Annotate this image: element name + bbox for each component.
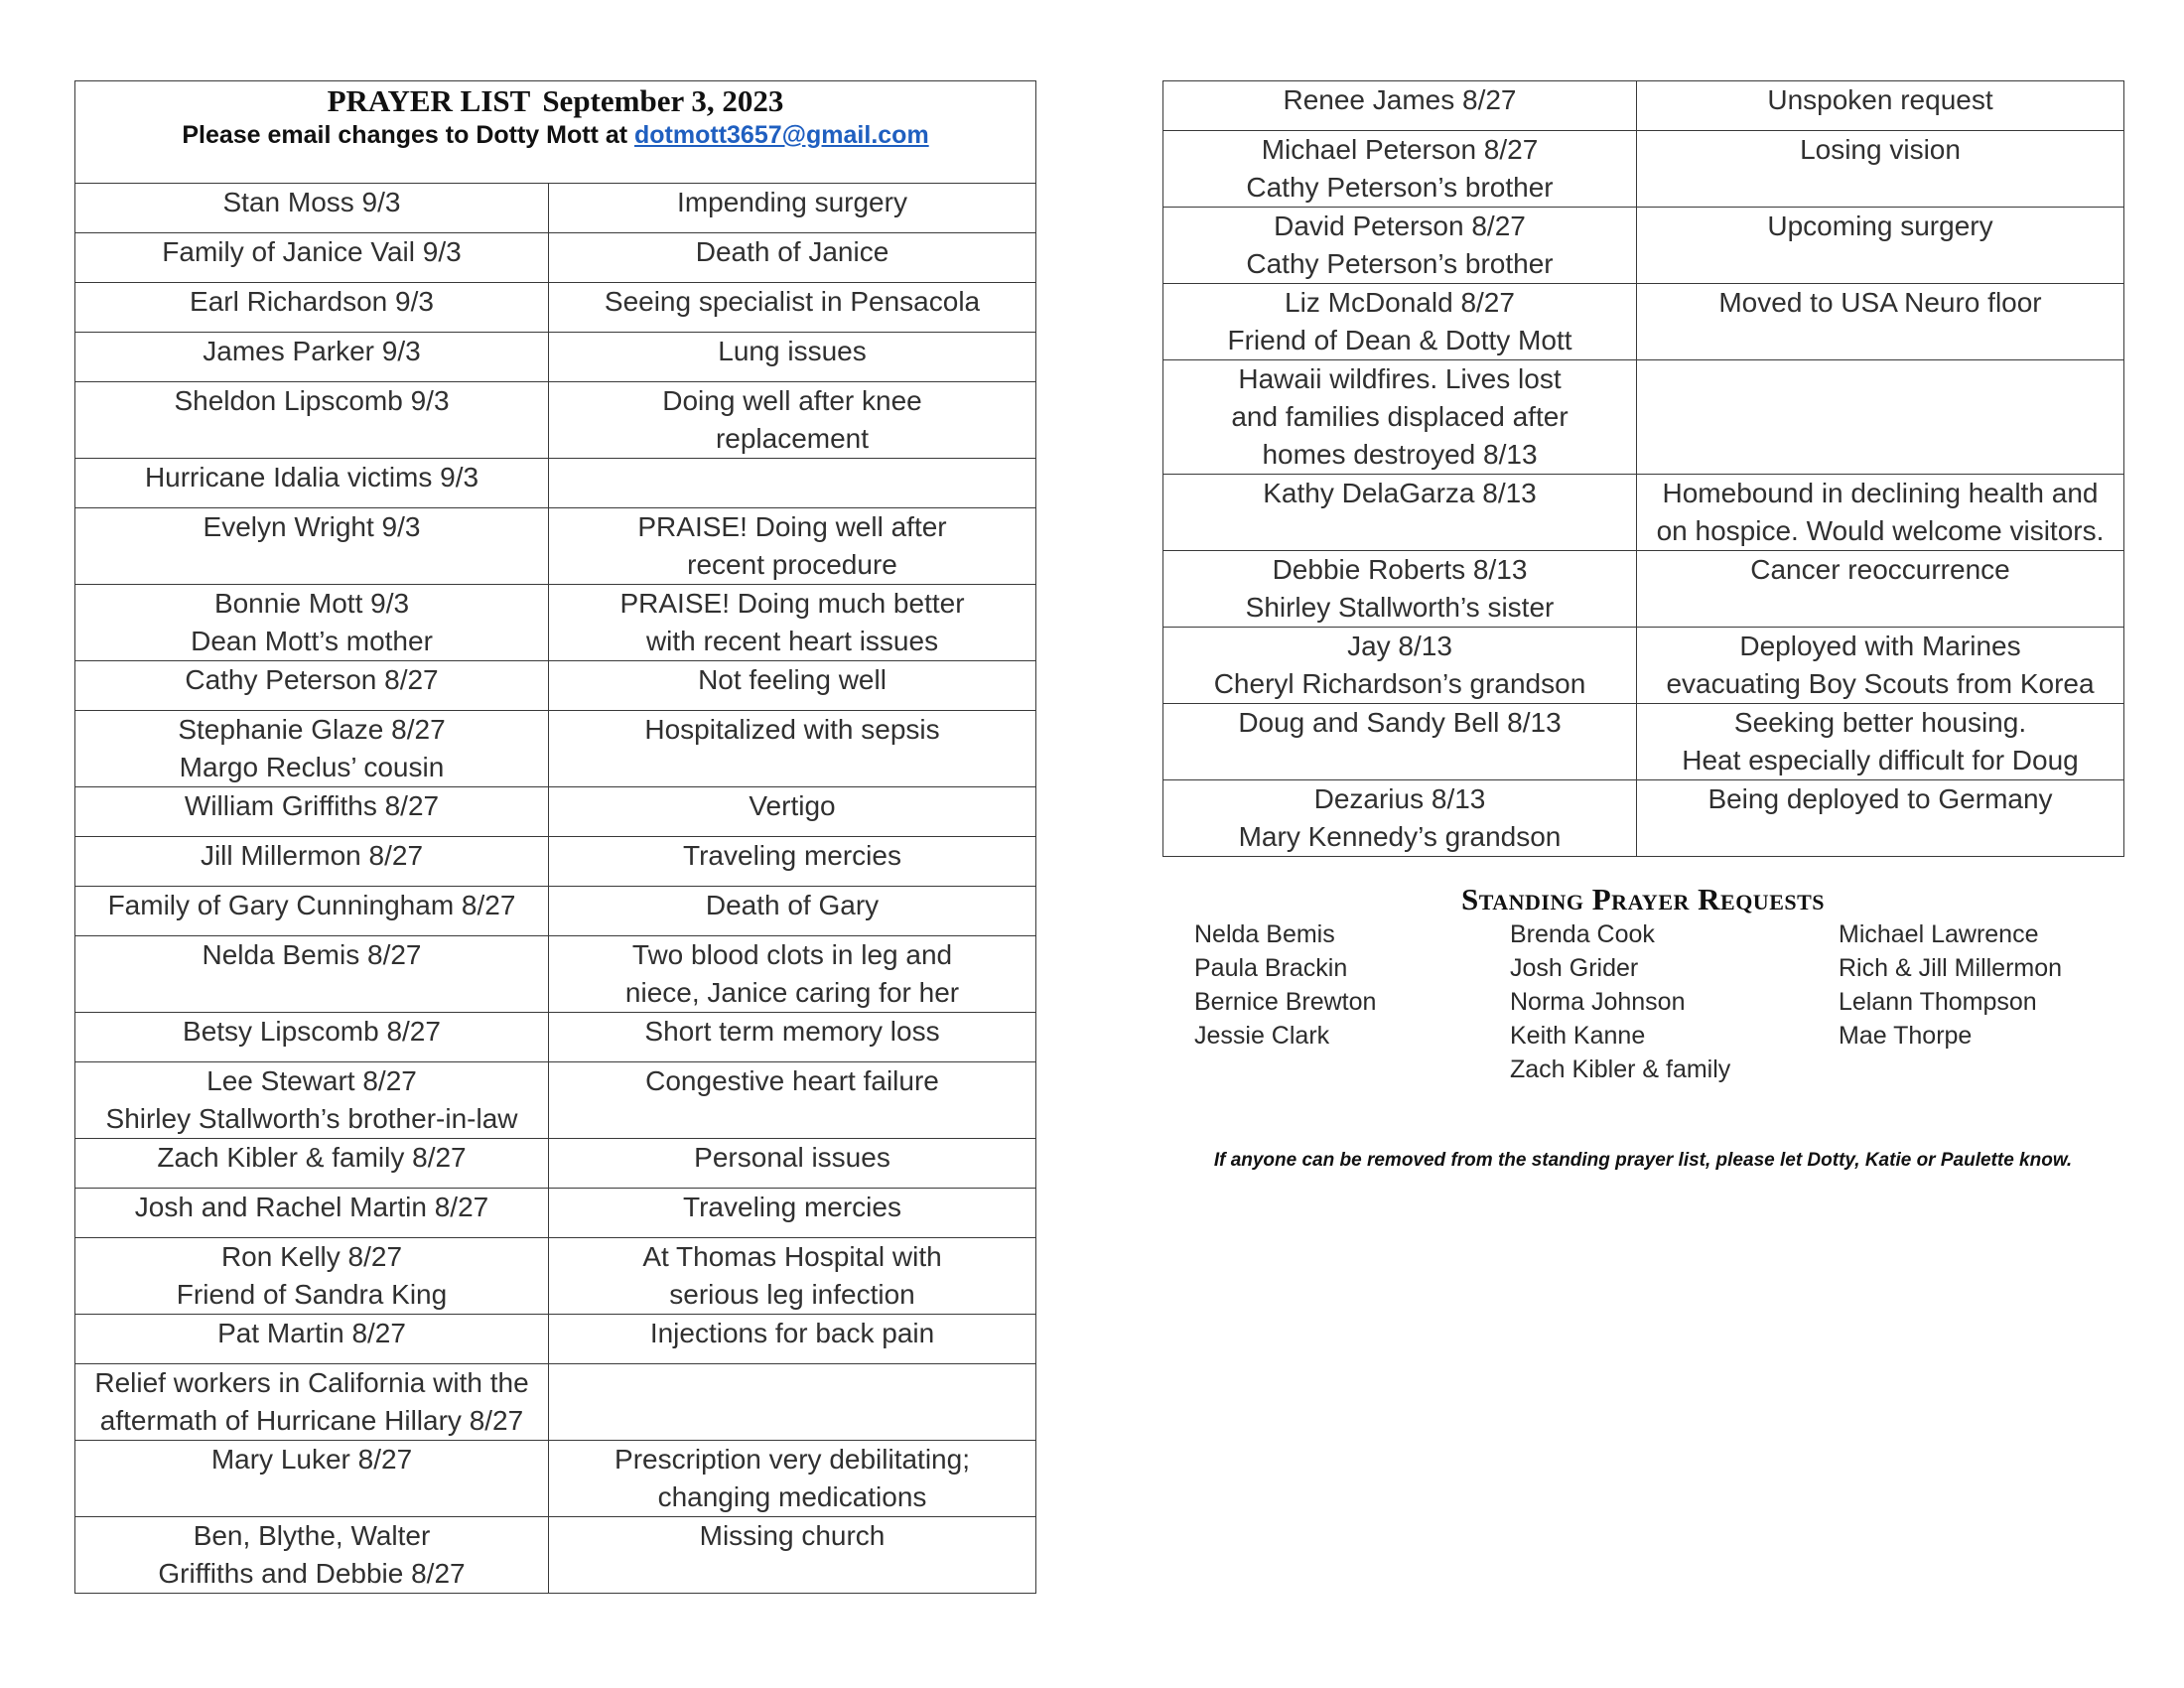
prayer-name-cell (75, 585, 549, 661)
prayer-request: recent procedure (687, 549, 897, 580)
prayer-row (75, 333, 1036, 382)
prayer-name-detail: homes destroyed 8/13 (1262, 439, 1538, 470)
prayer-list-header (75, 81, 1036, 184)
prayer-name: Stan Moss 9/3 (222, 187, 401, 217)
prayer-name-cell (75, 382, 549, 459)
prayer-row (75, 1062, 1036, 1139)
prayer-request-cell (549, 1139, 1036, 1189)
email-instruction: Please email changes to Dotty Mott at dotmott3657@gmail.com (182, 121, 929, 149)
prayer-request-cell (549, 382, 1036, 459)
prayer-request: Moved to USA Neuro floor (1718, 287, 2042, 318)
prayer-name: Earl Richardson 9/3 (190, 286, 434, 317)
prayer-name: Nelda Bemis 8/27 (202, 939, 422, 970)
prayer-request: Upcoming surgery (1767, 211, 1993, 241)
prayer-row (1163, 704, 2124, 780)
prayer-name: Jay 8/13 (1347, 631, 1452, 661)
prayer-request-cell (549, 1441, 1036, 1517)
prayer-name: James Parker 9/3 (203, 336, 421, 366)
prayer-request-cell (1637, 360, 2124, 475)
prayer-row (1163, 360, 2124, 475)
prayer-list-header-row (75, 81, 1036, 184)
prayer-row (75, 936, 1036, 1013)
prayer-name: Pat Martin 8/27 (217, 1318, 406, 1348)
prayer-name-cell (1163, 208, 1637, 284)
prayer-request-cell (549, 837, 1036, 887)
prayer-request-cell (549, 1013, 1036, 1062)
prayer-row (75, 887, 1036, 936)
prayer-row (75, 711, 1036, 787)
prayer-name: Kathy DelaGarza 8/13 (1263, 478, 1537, 508)
prayer-name-cell (1163, 780, 1637, 857)
prayer-request: Missing church (699, 1520, 886, 1551)
prayer-request: evacuating Boy Scouts from Korea (1666, 668, 2095, 699)
prayer-name-detail: Griffiths and Debbie 8/27 (158, 1558, 466, 1589)
prayer-name: Liz McDonald 8/27 (1285, 287, 1515, 318)
prayer-row (75, 1189, 1036, 1238)
prayer-request: serious leg infection (669, 1279, 915, 1310)
prayer-name: Hurricane Idalia victims 9/3 (144, 462, 479, 492)
prayer-row (75, 233, 1036, 283)
prayer-request: Unspoken request (1767, 84, 1993, 115)
prayer-request: Cancer reoccurrence (1750, 554, 2010, 585)
standing-column-1 (1194, 917, 1376, 1053)
prayer-request-cell (1637, 628, 2124, 704)
prayer-name-cell (75, 283, 549, 333)
prayer-name-cell (1163, 551, 1637, 628)
standing-name: Jessie Clark (1194, 1022, 1330, 1050)
prayer-row (75, 787, 1036, 837)
prayer-name-cell (75, 233, 549, 283)
prayer-name: Dezarius 8/13 (1313, 783, 1486, 814)
standing-name: Keith Kanne (1510, 1022, 1646, 1050)
standing-name: Nelda Bemis (1194, 920, 1335, 948)
prayer-request-cell (1637, 81, 2124, 131)
standing-name: Brenda Cook (1510, 920, 1655, 948)
prayer-name-cell (75, 1139, 549, 1189)
prayer-name-cell (75, 837, 549, 887)
prayer-name: Lee Stewart 8/27 (206, 1065, 417, 1096)
prayer-name-detail: Friend of Dean & Dotty Mott (1227, 325, 1572, 355)
prayer-row (75, 283, 1036, 333)
prayer-name-cell (1163, 81, 1637, 131)
prayer-name-cell (75, 711, 549, 787)
standing-column-2 (1510, 917, 1730, 1086)
prayer-name-cell (75, 887, 549, 936)
prayer-name: Family of Gary Cunningham 8/27 (107, 890, 516, 920)
standing-title: Standing Prayer Requests (1460, 882, 1826, 916)
prayer-request-cell (549, 787, 1036, 837)
prayer-name-cell (75, 1062, 549, 1139)
prayer-request: At Thomas Hospital with (642, 1241, 942, 1272)
prayer-row (75, 1238, 1036, 1315)
prayer-name-cell (1163, 284, 1637, 360)
prayer-name: Betsy Lipscomb 8/27 (183, 1016, 441, 1047)
prayer-name: Ron Kelly 8/27 (220, 1241, 403, 1272)
prayer-request-cell (549, 459, 1036, 508)
prayer-name-detail: Friend of Sandra King (176, 1279, 448, 1310)
prayer-request: Injections for back pain (649, 1318, 935, 1348)
prayer-request-cell (1637, 208, 2124, 284)
prayer-row (75, 837, 1036, 887)
prayer-name: Doug and Sandy Bell 8/13 (1238, 707, 1562, 738)
prayer-request: Not feeling well (698, 664, 887, 695)
prayer-name-cell (1163, 704, 1637, 780)
prayer-row (1163, 628, 2124, 704)
standing-name: Zach Kibler & family (1510, 1055, 1731, 1083)
prayer-request-cell (549, 1238, 1036, 1315)
prayer-request-cell (549, 233, 1036, 283)
page-title: PRAYER LIST September 3, 2023 (327, 83, 784, 118)
prayer-row (1163, 475, 2124, 551)
prayer-request-cell (549, 508, 1036, 585)
prayer-name: David Peterson 8/27 (1274, 211, 1526, 241)
prayer-request: on hospice. Would welcome visitors. (1656, 515, 2105, 546)
prayer-name: Renee James 8/27 (1283, 84, 1517, 115)
prayer-name-cell (75, 936, 549, 1013)
standing-name: Bernice Brewton (1194, 988, 1377, 1016)
prayer-name: Bonnie Mott 9/3 (213, 588, 410, 619)
prayer-row (75, 1517, 1036, 1594)
prayer-name-cell (75, 508, 549, 585)
standing-name: Norma Johnson (1510, 988, 1686, 1016)
prayer-request-cell (549, 333, 1036, 382)
prayer-request: Short term memory loss (644, 1016, 940, 1047)
prayer-row (75, 585, 1036, 661)
prayer-row (1163, 131, 2124, 208)
prayer-row (1163, 284, 2124, 360)
prayer-name: Relief workers in California with the (94, 1367, 529, 1398)
prayer-request-cell (549, 711, 1036, 787)
prayer-request: Heat especially difficult for Doug (1682, 745, 2079, 775)
prayer-row (75, 661, 1036, 711)
prayer-request-cell (549, 887, 1036, 936)
prayer-request: niece, Janice caring for her (624, 977, 960, 1008)
prayer-request: Lung issues (718, 336, 867, 366)
prayer-request-cell (549, 585, 1036, 661)
prayer-name: Debbie Roberts 8/13 (1272, 554, 1528, 585)
prayer-name-cell (75, 459, 549, 508)
standing-name: Lelann Thompson (1839, 988, 2037, 1016)
prayer-request: PRAISE! Doing well after (637, 511, 947, 542)
prayer-row (75, 1441, 1036, 1517)
prayer-name-cell (1163, 131, 1637, 208)
prayer-row (75, 1315, 1036, 1364)
prayer-request: with recent heart issues (645, 626, 939, 656)
prayer-name: Hawaii wildfires. Lives lost (1238, 363, 1562, 394)
prayer-request-cell (1637, 780, 2124, 857)
prayer-name-detail: and families displaced after (1231, 401, 1569, 432)
prayer-name-detail: Shirley Stallworth’s brother-in-law (105, 1103, 518, 1134)
prayer-row (75, 1364, 1036, 1441)
prayer-name-cell (75, 1189, 549, 1238)
prayer-request: replacement (715, 423, 870, 454)
prayer-name: William Griffiths 8/27 (184, 790, 440, 821)
email-link[interactable]: dotmott3657@gmail.com (634, 121, 929, 149)
standing-name: Paula Brackin (1194, 954, 1348, 982)
prayer-request-cell (549, 1517, 1036, 1594)
prayer-row (75, 382, 1036, 459)
prayer-request-cell (549, 936, 1036, 1013)
prayer-request-cell (549, 283, 1036, 333)
standing-name: Mae Thorpe (1839, 1022, 1973, 1050)
prayer-name-detail: Cathy Peterson’s brother (1246, 248, 1554, 279)
prayer-request: Seeking better housing. (1733, 707, 2027, 738)
prayer-request: Seeing specialist in Pensacola (604, 286, 981, 317)
prayer-name: Sheldon Lipscomb 9/3 (174, 385, 450, 416)
prayer-request: Impending surgery (677, 187, 907, 217)
prayer-request: Doing well after knee (662, 385, 922, 416)
prayer-request-cell (549, 1364, 1036, 1441)
standing-grid (1162, 917, 2123, 1086)
prayer-request: Prescription very debilitating; (614, 1444, 970, 1475)
prayer-request: Traveling mercies (683, 840, 901, 871)
standing-note: If anyone can be removed from the standing prayer list, please let Dotty, Katie or Paulette know. (1213, 1150, 2073, 1171)
prayer-request: Personal issues (694, 1142, 890, 1173)
prayer-request-cell (549, 1189, 1036, 1238)
prayer-name-cell (75, 1013, 549, 1062)
prayer-name-cell (1163, 360, 1637, 475)
prayer-name-cell (75, 1364, 549, 1441)
prayer-request: Death of Janice (695, 236, 889, 267)
prayer-name-detail: Mary Kennedy’s grandson (1238, 821, 1562, 852)
prayer-request: Hospitalized with sepsis (644, 714, 940, 745)
standing-prayer-requests (1162, 882, 2123, 1086)
prayer-request: Homebound in declining health and (1662, 478, 2099, 508)
prayer-request: Two blood clots in leg and (631, 939, 953, 970)
prayer-request-cell (549, 1062, 1036, 1139)
prayer-request: Vertigo (749, 790, 836, 821)
prayer-name: Stephanie Glaze 8/27 (178, 714, 446, 745)
standing-name: Josh Grider (1510, 954, 1639, 982)
prayer-row (75, 184, 1036, 233)
prayer-row (1163, 551, 2124, 628)
prayer-row (1163, 208, 2124, 284)
prayer-name-cell (75, 1315, 549, 1364)
prayer-name: Evelyn Wright 9/3 (203, 511, 421, 542)
prayer-name: Josh and Rachel Martin 8/27 (134, 1192, 489, 1222)
prayer-name: Michael Peterson 8/27 (1261, 134, 1539, 165)
prayer-name-cell (75, 1238, 549, 1315)
prayer-name: Jill Millermon 8/27 (200, 840, 424, 871)
prayer-request: Congestive heart failure (645, 1065, 939, 1096)
prayer-name-detail: aftermath of Hurricane Hillary 8/27 (99, 1405, 524, 1436)
prayer-name-cell (75, 661, 549, 711)
prayer-name-detail: Cathy Peterson’s brother (1246, 172, 1554, 203)
prayer-name-detail: Dean Mott’s mother (191, 626, 433, 656)
prayer-name-cell (75, 1517, 549, 1594)
prayer-request: PRAISE! Doing much better (619, 588, 965, 619)
prayer-name-cell (1163, 475, 1637, 551)
prayer-request-cell (1637, 475, 2124, 551)
prayer-name-detail: Cheryl Richardson’s grandson (1213, 668, 1586, 699)
prayer-row (1163, 81, 2124, 131)
prayer-request: Losing vision (1800, 134, 1961, 165)
prayer-row (75, 1139, 1036, 1189)
prayer-request: changing medications (657, 1481, 927, 1512)
prayer-request-cell (1637, 704, 2124, 780)
prayer-name: Cathy Peterson 8/27 (185, 664, 439, 695)
prayer-name-detail: Margo Reclus’ cousin (179, 752, 445, 782)
prayer-request: Deployed with Marines (1739, 631, 2021, 661)
prayer-request-cell (1637, 284, 2124, 360)
prayer-name-cell (75, 787, 549, 837)
prayer-request: Being deployed to Germany (1707, 783, 2053, 814)
prayer-request-cell (1637, 131, 2124, 208)
standing-name: Michael Lawrence (1839, 920, 2039, 948)
prayer-name-cell (1163, 628, 1637, 704)
prayer-list-table-right (1162, 80, 2124, 857)
prayer-name-cell (75, 184, 549, 233)
standing-name: Rich & Jill Millermon (1839, 954, 2063, 982)
prayer-name-detail: Shirley Stallworth’s sister (1245, 592, 1555, 623)
standing-column-3 (1839, 917, 2062, 1053)
prayer-request: Death of Gary (705, 890, 880, 920)
prayer-request-cell (549, 661, 1036, 711)
prayer-request: Traveling mercies (683, 1192, 901, 1222)
prayer-request-cell (549, 184, 1036, 233)
prayer-request-cell (549, 1315, 1036, 1364)
prayer-row (75, 459, 1036, 508)
prayer-name-cell (75, 333, 549, 382)
prayer-row (75, 1013, 1036, 1062)
prayer-name: Family of Janice Vail 9/3 (162, 236, 462, 267)
prayer-list-table-left (74, 80, 1036, 1594)
prayer-request-cell (1637, 551, 2124, 628)
prayer-name: Zach Kibler & family 8/27 (157, 1142, 467, 1173)
prayer-name: Ben, Blythe, Walter (193, 1520, 431, 1551)
prayer-row (1163, 780, 2124, 857)
prayer-name: Mary Luker 8/27 (210, 1444, 413, 1475)
prayer-row (75, 508, 1036, 585)
prayer-name-cell (75, 1441, 549, 1517)
